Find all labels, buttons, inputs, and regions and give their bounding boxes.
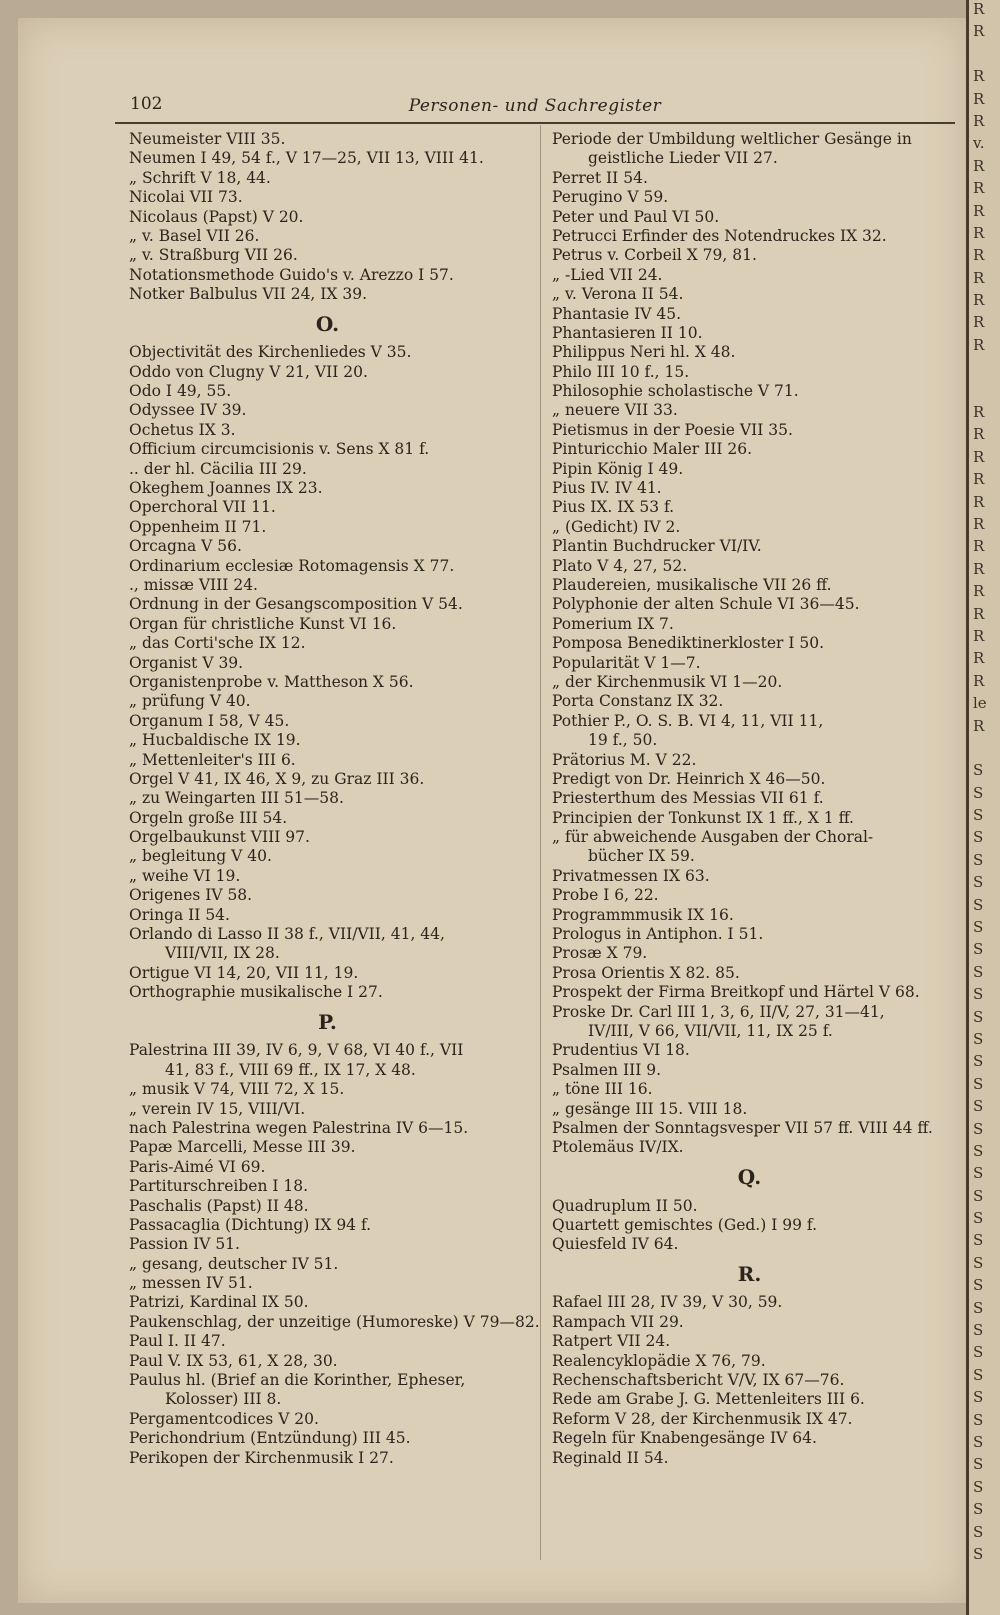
adjacent-page-fragment: S [973,828,984,847]
index-entry: Plaudereien, musikalische VII 26 ff. [552,575,832,594]
running-title: Personen- und Sachregister [408,96,662,116]
index-entry: Polyphonie der alten Schule VI 36—45. [552,595,860,614]
index-entry: Oringa II 54. [129,905,230,924]
index-entry: Neumeister VIII 35. [129,130,286,148]
index-entry: Ptolemäus IV/IX. [552,1138,684,1157]
index-entry: Prosæ X 79. [552,944,648,963]
adjacent-page-fragment: R [973,179,985,198]
index-entry: „ verein IV 15, VIII/VI. [129,1099,306,1118]
index-entry: Periode der Umbildung weltlicher Gesänge in [552,130,912,148]
index-entry: Pergamentcodices V 20. [129,1409,319,1428]
adjacent-page-fragment: R [973,716,985,735]
index-entry: Paulus hl. (Brief an die Korinther, Epheser, [129,1371,466,1390]
column-divider [540,125,541,1560]
index-entry: Paul I. II 47. [129,1332,226,1351]
adjacent-page-fragment: R [973,582,985,601]
index-entry: Passacaglia (Dichtung) IX 94 f. [129,1215,372,1234]
section-letter-heading: Q. [737,1164,762,1189]
adjacent-page-fragment: R [973,559,985,578]
index-entry: Porta Constanz IX 32. [552,692,724,711]
adjacent-page-fragment: S [973,1074,984,1093]
adjacent-page-fragment: R [973,671,985,690]
index-entry: „ das Corti'sche IX 12. [129,634,306,653]
index-entry: Reginald II 54. [552,1448,669,1467]
section-letter-heading: R. [737,1261,762,1286]
index-entry: Quadruplum II 50. [552,1196,698,1215]
index-entry: Privatmessen IX 63. [552,866,710,885]
adjacent-page-fragment: R [973,403,985,422]
adjacent-page-fragment: R [973,223,985,242]
index-entry: Officium circumcisionis v. Sens X 81 f. [129,440,430,459]
index-entry: Perikopen der Kirchenmusik I 27. [129,1448,394,1467]
index-entry: „ Schrift V 18, 44. [129,168,271,187]
index-entry: Pipin König I 49. [552,459,684,478]
index-entry: Neumen I 49, 54 f., V 17—25, VII 13, VIII 41. [129,149,484,168]
index-entry: Philosophie scholastische V 71. [552,382,799,401]
index-entry: „ v. Basel VII 26. [129,226,260,245]
index-entry: Prosa Orientis X 82. 85. [552,963,740,982]
adjacent-page-fragment: S [973,962,984,981]
index-entry: Quiesfeld IV 64. [552,1235,679,1254]
adjacent-page-fragment: S [973,1455,984,1474]
index-entry: „ der Kirchenmusik VI 1—20. [552,672,783,691]
index-entry: Ordnung in der Gesangscomposition V 54. [129,595,463,614]
adjacent-page-fragment: S [973,1141,984,1160]
adjacent-page-fragment: S [973,1500,984,1519]
index-entry: Petrus v. Corbeil X 79, 81. [552,246,757,265]
adjacent-page-fragment: S [973,918,984,937]
index-entry: Okeghem Joannes IX 23. [129,479,323,498]
index-entry: „ prüfung V 40. [129,692,251,711]
index-entry: Principien der Tonkunst IX 1 ff., X 1 ff. [552,808,854,827]
index-entry: Perichondrium (Entzündung) III 45. [129,1429,411,1448]
index-entry: „ zu Weingarten III 51—58. [129,789,344,808]
index-entry: Palestrina III 39, IV 6, 9, V 68, VI 40 f., VII [129,1041,464,1060]
index-entry: „ v. Straßburg VII 26. [129,246,298,265]
adjacent-page-fragment: S [973,783,984,802]
index-entry: Proske Dr. Carl III 1, 3, 6, II/V, 27, 31—41, [552,1002,885,1021]
adjacent-page-fragment: R [973,111,985,130]
adjacent-page-fragment: R [973,268,985,287]
index-entry: „ musik V 74, VIII 72, X 15. [129,1080,345,1099]
index-entry: „ begleitung V 40. [129,847,272,866]
adjacent-page-fragment: R [973,626,985,645]
index-entry: Pomerium IX 7. [552,614,674,633]
adjacent-page-fragment: S [973,1321,984,1340]
index-entry: 41, 83 f., VIII 69 ff., IX 17, X 48. [165,1060,416,1079]
adjacent-page-fragment: R [973,649,985,668]
index-entry: Oppenheim II 71. [129,517,267,536]
index-entry: Ordinarium ecclesiæ Rotomagensis X 77. [129,556,455,575]
adjacent-page-fragment: R [973,470,985,489]
index-entry: Paul V. IX 53, 61, X 28, 30. [129,1351,338,1370]
index-entry: ., missæ VIII 24. [129,576,258,594]
index-entry: Ortigue VI 14, 20, VII 11, 19. [129,963,359,982]
adjacent-page-fragment: S [973,1276,984,1295]
index-entry: Notationsmethode Guido's v. Arezzo I 57. [129,265,454,284]
index-entry: Phantasie IV 45. [552,304,682,323]
index-entry: Patrizi, Kardinal IX 50. [129,1293,309,1312]
index-entry: nach Palestrina wegen Palestrina IV 6—15. [129,1118,469,1137]
adjacent-page-fragment: S [973,873,984,892]
index-entry: „ neuere VII 33. [552,401,678,420]
index-entry: Prologus in Antiphon. I 51. [552,925,764,944]
index-entry: Philo III 10 f., 15. [552,362,690,381]
index-entry: Papæ Marcelli, Messe III 39. [129,1138,356,1157]
index-entry: Phantasieren II 10. [552,323,703,342]
adjacent-page-fragment: v. [973,134,985,153]
adjacent-page-fragment [969,358,1000,380]
adjacent-page-fragment: R [973,604,985,623]
index-entry: Programmmusik IX 16. [552,905,734,924]
index-entry: Prospekt der Firma Breitkopf und Härtel V 68. [552,983,920,1002]
adjacent-page-fragment: S [973,1433,984,1451]
index-entry: „ weihe VI 19. [129,866,241,885]
index-entry: „ gesänge III 15. VIII 18. [552,1099,748,1118]
adjacent-page-fragment: R [973,425,985,444]
index-entry: „ Hucbaldische IX 19. [129,731,301,750]
index-entry: Partiturschreiben I 18. [129,1177,309,1196]
index-entry: Origenes IV 58. [129,886,253,905]
index-entry: Organist V 39. [129,653,244,672]
index-entry: Plantin Buchdrucker VI/IV. [552,537,762,556]
index-entry: Odo I 49, 55. [129,382,232,401]
index-entry: Notker Balbulus VII 24, IX 39. [129,285,368,304]
index-entry: Pomposa Benediktinerkloster I 50. [552,634,825,653]
page-number: 102 [130,94,163,114]
adjacent-page-fragment: S [973,1007,984,1026]
index-entry: Pius IX. IX 53 f. [552,498,675,517]
page-header [115,88,955,124]
adjacent-page-fragment: S [973,1231,984,1250]
index-entry: Realencyklopädie X 76, 79. [552,1351,766,1370]
adjacent-page-fragment: R [973,291,985,310]
index-column-right [552,130,947,1468]
index-entry: Priesterthum des Messias VII 61 f. [552,789,824,808]
index-entry: Rampach VII 29. [552,1312,684,1331]
index-entry: Organ für christliche Kunst VI 16. [129,614,397,633]
index-entry: Ochetus IX 3. [129,420,236,439]
index-entry: „ töne III 16. [552,1080,653,1099]
adjacent-page-fragment: S [973,806,984,825]
index-entry: „ (Gedicht) IV 2. [552,517,681,536]
adjacent-page-fragment: R [973,201,985,220]
index-entry: Rede am Grabe J. G. Mettenleiters III 6. [552,1390,865,1409]
index-entry: Organistenprobe v. Mattheson X 56. [129,672,414,691]
adjacent-page-fragment: S [973,1477,984,1496]
adjacent-page-fragment: S [973,940,984,959]
adjacent-page-fragment: R [973,67,985,86]
index-entry: Odyssee IV 39. [129,401,247,420]
index-entry: Perret II 54. [552,168,648,187]
index-entry: IV/III, V 66, VII/VII, 11, IX 25 f. [588,1021,833,1040]
adjacent-page-fragment: S [973,1186,984,1205]
adjacent-page-fragment: R [973,537,985,556]
index-entry: Prudentius VI 18. [552,1041,690,1060]
index-entry: Probe I 6, 22. [552,886,659,905]
index-column-left [129,130,540,1468]
index-entry: Oddo von Clugny V 21, VII 20. [129,362,368,381]
index-entry: Pothier P., O. S. B. VI 4, 11, VII 11, [552,711,824,730]
index-entry: 19 f., 50. [588,731,658,750]
adjacent-page-fragment: S [973,1119,984,1138]
adjacent-page-fragment: R [973,246,985,265]
index-entry: Rechenschaftsbericht V/V, IX 67—76. [552,1371,845,1390]
section-letter-heading: P. [318,1009,337,1034]
index-entry: Popularität V 1—7. [552,653,701,672]
adjacent-page-fragment: R [973,156,985,175]
adjacent-page-fragment: S [973,1343,984,1362]
index-entry: Quartett gemischtes (Ged.) I 99 f. [552,1215,818,1234]
adjacent-page-fragment: R [973,22,985,41]
adjacent-page-fragment: R [973,0,985,18]
adjacent-page-fragment: R [973,492,985,511]
adjacent-page-edge [966,0,1000,1615]
index-entry: bücher IX 59. [588,847,695,866]
index-entry: Psalmen der Sonntagsvesper VII 57 ff. VIII 44 ff. [552,1118,933,1137]
index-entry: Pietismus in der Poesie VII 35. [552,420,793,439]
index-entry: Kolosser) III 8. [165,1390,282,1409]
adjacent-page-fragment: S [973,1209,984,1228]
adjacent-page-fragment: S [973,1253,984,1272]
index-entry: Regeln für Knabengesänge IV 64. [552,1429,817,1448]
adjacent-page-fragment: S [973,1298,984,1317]
index-entry: Nicolaus (Papst) V 20. [129,207,304,226]
index-entry: Rafael III 28, IV 39, V 30, 59. [552,1293,783,1312]
adjacent-page-fragment: le [973,694,987,713]
index-entry: „ Mettenleiter's III 6. [129,750,296,769]
index-entry: Orlando di Lasso II 38 f., VII/VII, 41, 44, [129,925,445,944]
adjacent-page-fragment: R [973,89,985,108]
adjacent-page-fragment: S [973,1365,984,1384]
index-entry: „ -Lied VII 24. [552,265,663,284]
index-entry: Operchoral VII 11. [129,498,276,517]
adjacent-page-fragment: S [973,1029,984,1048]
adjacent-page-fragment: R [973,335,985,354]
section-letter-heading: O. [315,311,340,336]
index-entry: Orgelbaukunst VIII 97. [129,828,310,847]
adjacent-page-fragment: S [973,1052,984,1071]
adjacent-page-fragment: S [973,985,984,1004]
adjacent-page-fragment: S [973,1410,984,1429]
index-entry: Orthographie musikalische I 27. [129,983,383,1002]
index-entry: Passion IV 51. [129,1235,240,1254]
index-entry: .. der hl. Cäcilia III 29. [129,459,307,478]
index-entry: Orgeln große III 54. [129,808,288,827]
index-entry: Petrucci Erfinder des Notendruckes IX 32. [552,226,887,245]
index-entry: Organum I 58, V 45. [129,711,290,730]
index-entry: Prätorius M. V 22. [552,750,697,769]
index-entry: Plato V 4, 27, 52. [552,556,688,575]
adjacent-page-fragment: R [973,514,985,533]
index-entry: Peter und Paul VI 50. [552,207,720,226]
index-entry: Nicolai VII 73. [129,188,243,207]
index-entry: Paris-Aimé VI 69. [129,1157,266,1176]
adjacent-page-fragment: R [973,447,985,466]
index-entry: Reform V 28, der Kirchenmusik IX 47. [552,1409,853,1428]
adjacent-page-fragment: S [973,1544,984,1563]
adjacent-page-fragment: S [973,1522,984,1541]
index-entry: „ v. Verona II 54. [552,285,684,304]
adjacent-page-fragment [969,739,1000,761]
index-entry: geistliche Lieder VII 27. [588,149,778,168]
index-entry: Philippus Neri hl. X 48. [552,343,736,362]
index-entry: Perugino V 59. [552,188,669,207]
index-entry: Paukenschlag, der unzeitige (Humoreske) V 79—82. [129,1312,540,1331]
index-entry: Orgel V 41, IX 46, X 9, zu Graz III 36. [129,769,425,788]
index-entry: Pinturicchio Maler III 26. [552,440,753,459]
index-entry: „ gesang, deutscher IV 51. [129,1254,339,1273]
adjacent-page-fragment: S [973,1164,984,1183]
index-entry: Paschalis (Papst) II 48. [129,1196,309,1215]
adjacent-page-fragment: S [973,1097,984,1116]
adjacent-page-fragment: S [973,850,984,869]
index-entry: Objectivität des Kirchenliedes V 35. [129,343,412,362]
index-entry: „ messen IV 51. [129,1274,253,1293]
index-entry: Ratpert VII 24. [552,1332,671,1351]
index-entry: Predigt von Dr. Heinrich X 46—50. [552,769,826,788]
index-entry: Psalmen III 9. [552,1060,662,1079]
adjacent-page-fragment: S [973,1388,984,1407]
adjacent-page-fragment: R [973,313,985,332]
adjacent-page-fragment [969,381,1000,403]
index-entry: VIII/VII, IX 28. [165,944,280,963]
index-entry: Pius IV. IV 41. [552,479,662,498]
adjacent-page-fragment [969,45,1000,67]
index-entry: Orcagna V 56. [129,537,242,556]
adjacent-page-fragment: S [973,761,984,780]
adjacent-page-fragment: S [973,895,984,914]
index-entry: „ für abweichende Ausgaben der Choral- [552,828,874,847]
